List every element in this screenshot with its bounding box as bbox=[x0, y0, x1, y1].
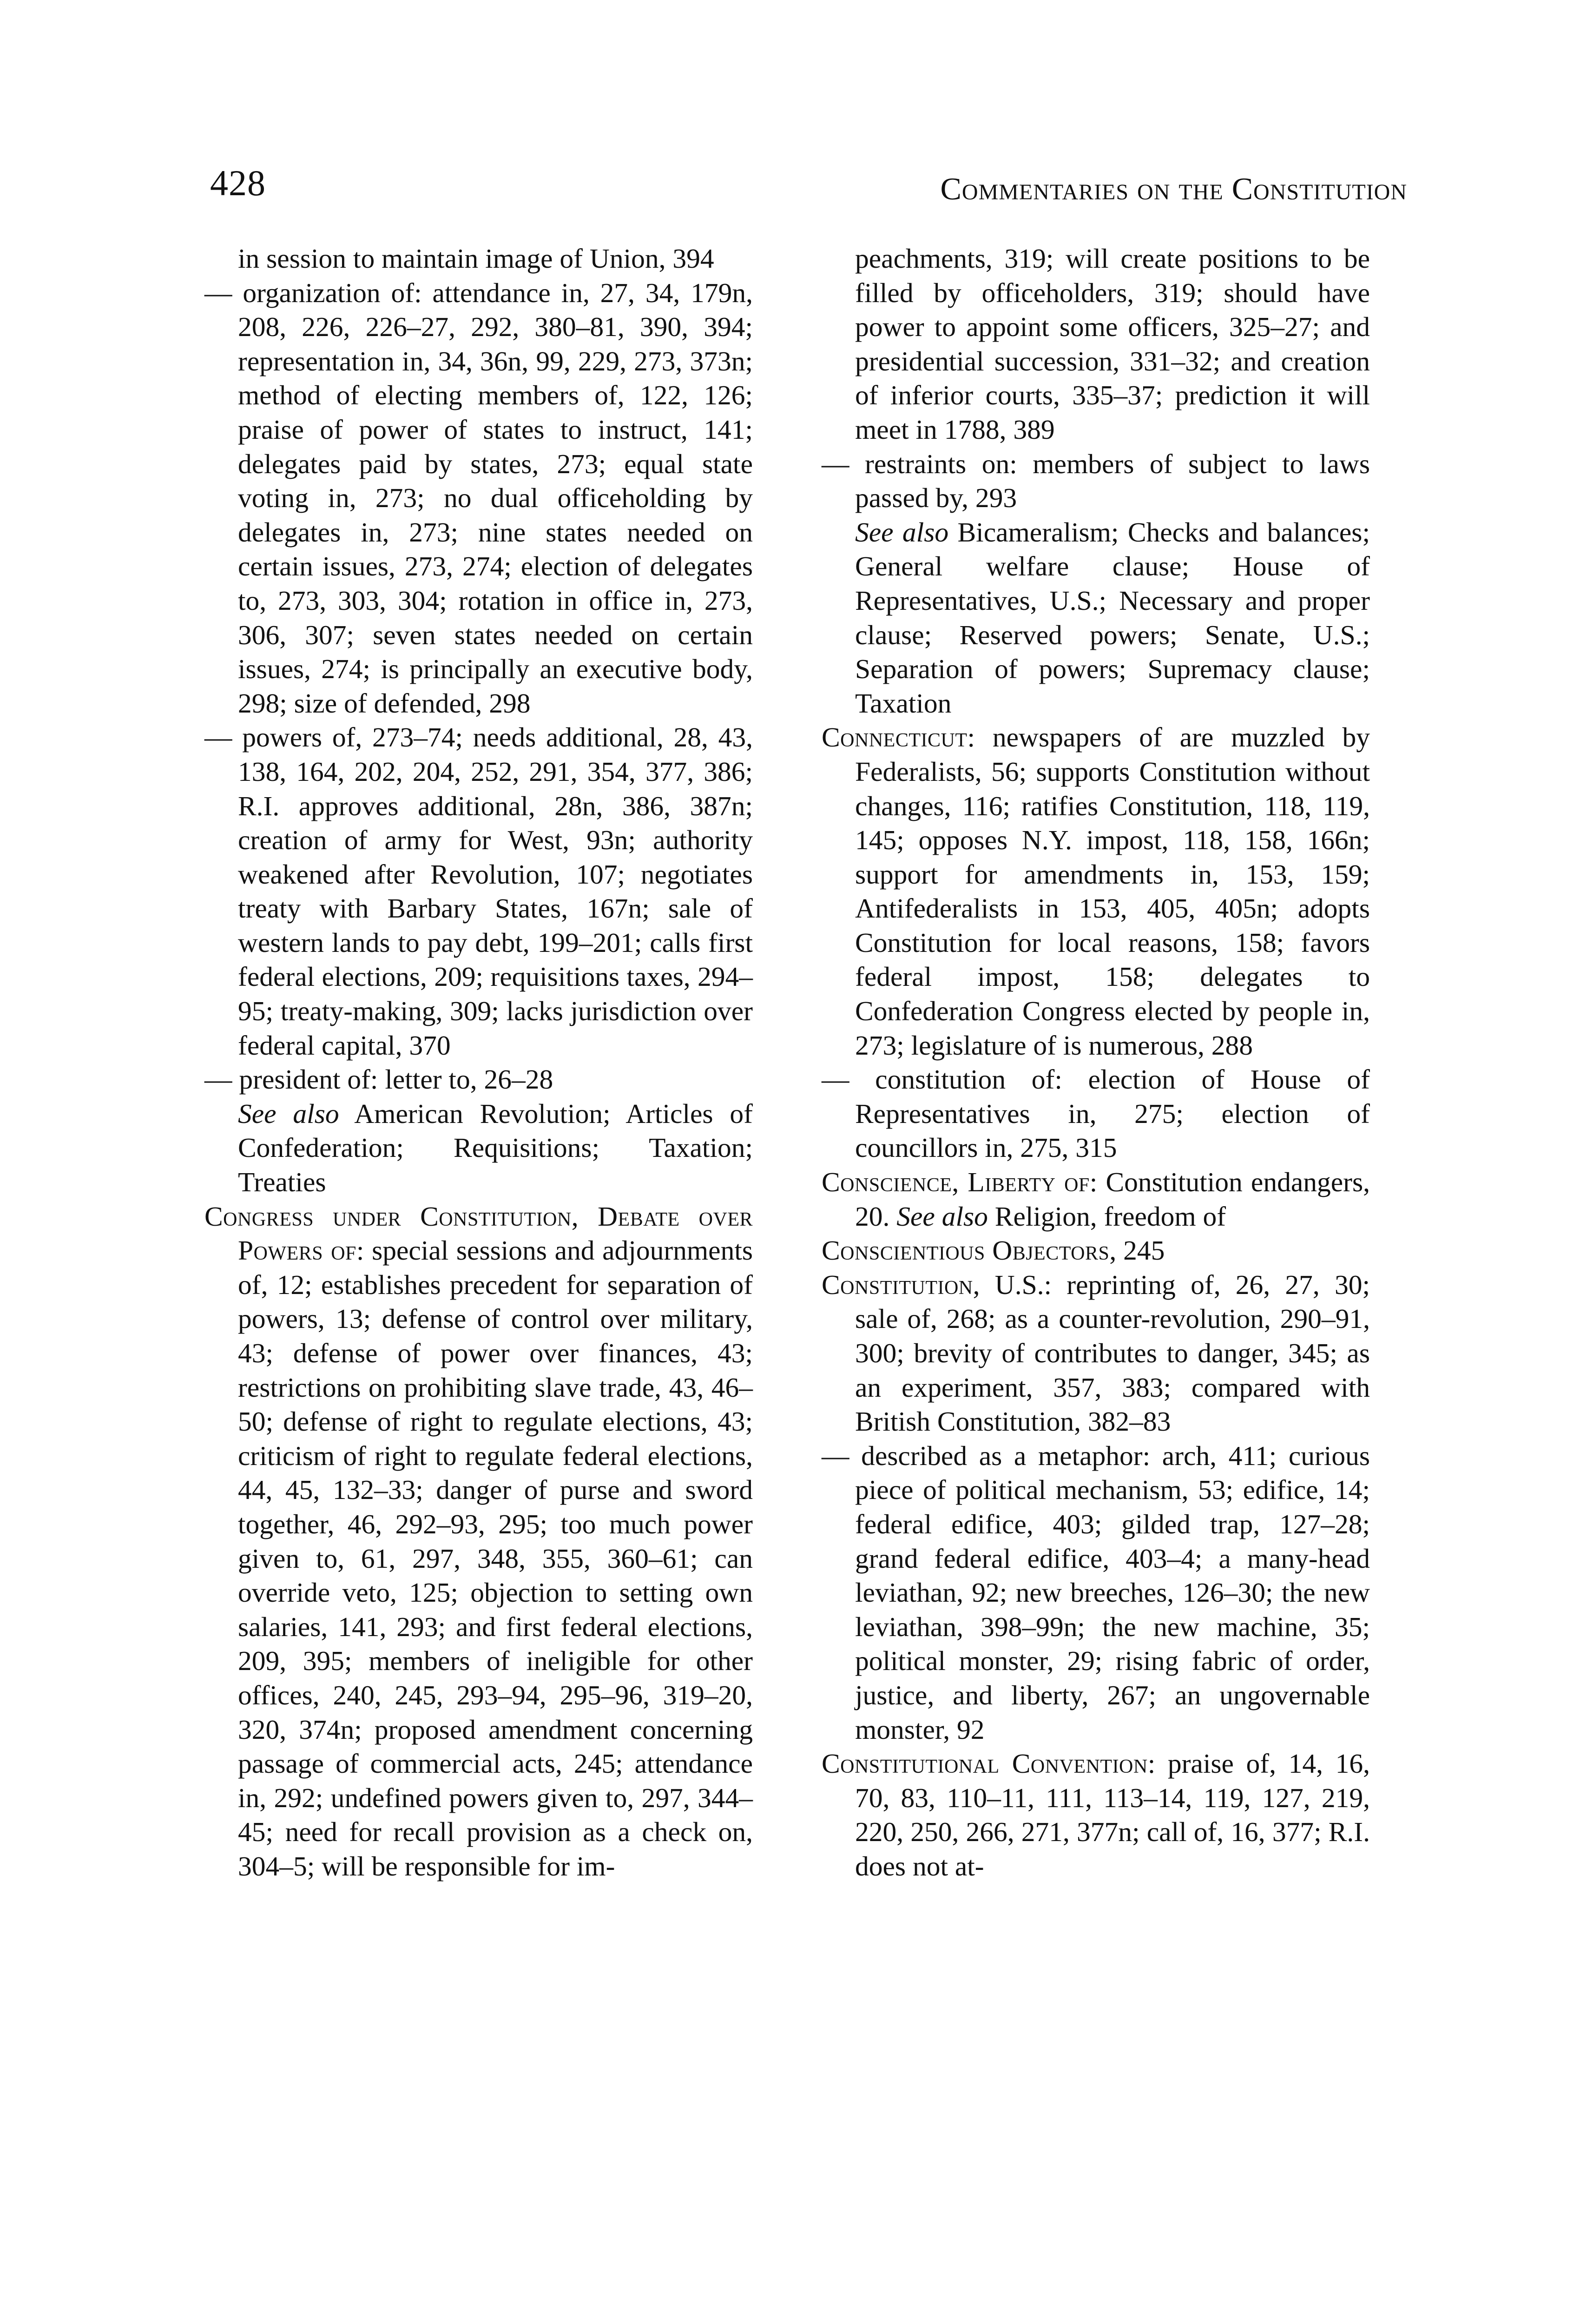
entry-text: peachments, 319; will create positions to be filled by officeholders, 319; should have power to appoint some officers, 325–27; and presidential succession, 331–32; and creation of inferior courts, 335–37; prediction it will meet in 1788, 389 bbox=[855, 243, 1370, 445]
index-subentry bbox=[204, 276, 753, 721]
entry-text: : special sessions and adjournments of, 12; establishes precedent for separation of powers, 13; defense of control over military, 43; defense of power over finances, 43; restrictions on prohibiting slave trade, 43, 46–50; defense of right to regulate elections, 43; criticism of right to regulate federal elections, 44, 45, 132–33; danger of purse and sword together, 46, 292–93, 295; too much power given to, 61, 297, 348, 355, 360–61; can override veto, 125; objection to setting own salaries, 141, 293; and first federal elections, 209, 395; members of ineligible for other offices, 240, 245, 293–94, 295–96, 319–20, 320, 374n; proposed amendment concerning passage of commercial acts, 245; attendance in, 292; undefined powers given to, 297, 344–45; need for recall provision as a check on, 304–5; will be responsible for im- bbox=[238, 1235, 753, 1882]
index-subentry bbox=[204, 1063, 753, 1097]
running-head: Commentaries on the Constitution bbox=[940, 171, 1407, 206]
entry-text: — restraints on: members of subject to laws passed by, 293 bbox=[822, 448, 1370, 514]
entry-text: , U.S.: reprinting of, 26, 27, 30; sale of, 268; as a counter-revolution, 290–91, 300; brevity of contributes to danger, 345; as an experiment, 357, 383; compared with British Constitution, 382–83 bbox=[855, 1269, 1370, 1437]
entry-text: : Constitution endangers, 20. bbox=[855, 1167, 1370, 1232]
index-entry bbox=[204, 242, 753, 276]
entry-heading: Constitutional Convention bbox=[822, 1748, 1148, 1779]
entry-heading: Conscientious Objectors bbox=[822, 1235, 1110, 1266]
entry-text: American Revolution; Articles of Confederation; Requisitions; Taxation; Treaties bbox=[238, 1098, 753, 1198]
entry-text: — described as a metaphor: arch, 411; curious piece of political mechanism, 53; edifice, 14; federal edifice, 403; gilded trap, 127–28; grand federal edifice, 403–4; a many-head leviathan, 92; new breeches, 126–30; the new leviathan, 398–99n; the new machine, 35; political monster, 29; rising fabric of order, justice, and liberty, 267; an ungovernable monster, 92 bbox=[822, 1440, 1370, 1745]
index-entry bbox=[822, 1747, 1370, 1883]
entry-text: Bicameralism; Checks and balances; General welfare clause; House of Representatives, U.S.; Necessary and proper clause; Reserved powers; Senate, U.S.; Separation of powers; Supremacy clause; Taxation bbox=[855, 516, 1370, 719]
entry-heading: Connecticut bbox=[822, 722, 968, 753]
entry-text: : praise of, 14, 16, 70, 83, 110–11, 111, 113–14, 119, 127, 219, 220, 250, 266, 271, 377n; call of, 16, 377; R.I. does not at- bbox=[855, 1748, 1370, 1882]
entry-text: in session to maintain image of Union, 394 bbox=[238, 243, 714, 274]
index-subentry bbox=[822, 1439, 1370, 1747]
index-entry bbox=[204, 1200, 753, 1884]
entry-text: — powers of, 273–74; needs additional, 28, 43, 138, 164, 202, 204, 252, 291, 354, 377, 386; R.I. approves additional, 28n, 386, 387n; creation of army for West, 93n; authority weakened after Revolution, 107; negotiates treaty with Barbary States, 167n; sale of western lands to pay debt, 199–201; calls first federal elections, 209; requisitions taxes, 294–95; treaty-making, 309; lacks jurisdiction over federal capital, 370 bbox=[204, 722, 753, 1061]
entry-text: — president of: letter to, 26–28 bbox=[204, 1064, 553, 1095]
index-subentry bbox=[822, 447, 1370, 515]
page-number: 428 bbox=[210, 163, 266, 203]
index-column-left bbox=[204, 242, 753, 1884]
entry-heading: Congress under Constitution, Debate over Powers of bbox=[204, 1201, 753, 1266]
index-entry bbox=[822, 1268, 1370, 1439]
see-also-label: See also bbox=[896, 1201, 988, 1232]
see-also-label: See also bbox=[238, 1098, 339, 1129]
entry-text: — organization of: attendance in, 27, 34, 179n, 208, 226, 226–27, 292, 380–81, 390, 394; representation in, 34, 36n, 99, 229, 273, 373n; method of electing members of, 122, 126; praise of power of states to instruct, 141; delegates paid by states, 273; equal state voting in, 273; no dual officeholding by delegates in, 273; nine states needed on certain issues, 273, 274; election of delegates to, 273, 303, 304; rotation in office in, 273, 306, 307; seven states needed on certain issues, 274; is principally an executive body, 298; size of defended, 298 bbox=[204, 277, 753, 719]
index-entry bbox=[822, 242, 1370, 447]
see-also-entry bbox=[822, 515, 1370, 721]
entry-text: Religion, freedom of bbox=[988, 1201, 1226, 1232]
index-subentry bbox=[204, 720, 753, 1063]
index-column-right bbox=[822, 242, 1370, 1884]
entry-heading: Conscience, Liberty of bbox=[822, 1167, 1090, 1198]
see-also-label: See also bbox=[855, 516, 949, 548]
index-entry bbox=[822, 1234, 1370, 1268]
entry-text: , 245 bbox=[1109, 1235, 1165, 1266]
entry-text: — constitution of: election of House of Representatives in, 275; election of councillors in, 275, 315 bbox=[822, 1064, 1370, 1163]
index-subentry bbox=[822, 1063, 1370, 1165]
entry-text: : newspapers of are muzzled by Federalists, 56; supports Constitution without changes, 116; ratifies Constitution, 118, 119, 145; opposes N.Y. impost, 118, 158, 166n; support for amendments in, 153, 159; Antifederalists in 153, 405, 405n; adopts Constitution for local reasons, 158; favors federal impost, 158; delegates to Confederation Congress elected by people in, 273; legislature of is numerous, 288 bbox=[855, 722, 1370, 1061]
index-entry bbox=[822, 720, 1370, 1063]
entry-heading: Constitution bbox=[822, 1269, 973, 1300]
index-entry bbox=[822, 1165, 1370, 1234]
see-also-entry bbox=[204, 1097, 753, 1200]
